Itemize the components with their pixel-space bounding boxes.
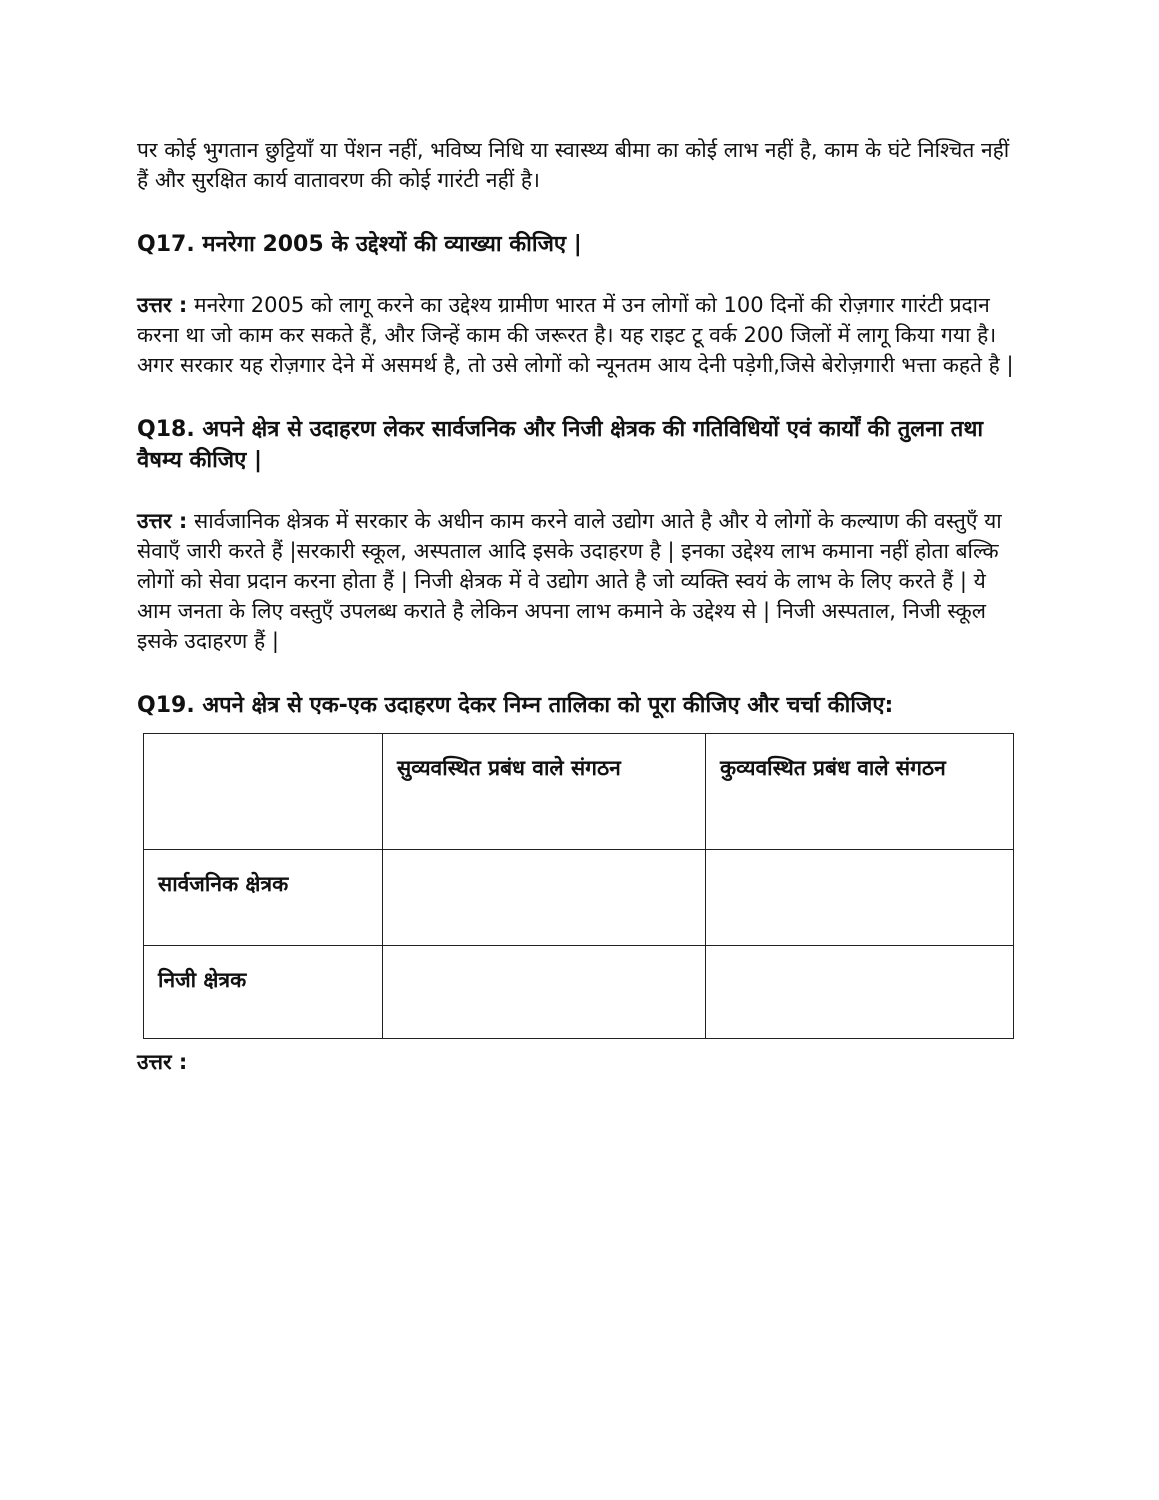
answer-label: उत्तर : (137, 293, 188, 317)
q18-answer-text: सार्वजानिक क्षेत्रक में सरकार के अधीन काम करने वाले उद्योग आते है और ये लोगों के कल्याण की वस्तुएँ या सेवाएँ जारी करते हैं |सरकारी स्कूल, अस्पताल आदि इसके उदाहरण है | इनका उद्देश्य लाभ कमाना नहीं होता बल्कि लोगों को सेवा प्रदान करना होता हैं | निजी क्षेत्रक में वे उद्योग आते है जो व्यक्ति स्वयं के लाभ के लिए करते हैं | ये आम जनता के लिए वस्तुएँ उपलब्ध कराते है लेकिन अपना लाभ कमाने के उद्देश्य से | निजी अस्पताल, निजी स्कूल इसके उदाहरण हैं | (137, 509, 1002, 653)
answer-label: उत्तर : (137, 509, 188, 533)
q18-answer (137, 506, 1022, 656)
table-cell (706, 946, 1014, 1039)
row-label-private-sector: निजी क्षेत्रक (144, 946, 383, 1039)
row-label-public-sector: सार्वजनिक क्षेत्रक (144, 850, 383, 946)
table-cell (706, 850, 1014, 946)
continuation-paragraph: पर कोई भुगतान छुट्टियाँ या पेंशन नहीं, भविष्य निधि या स्वास्थ्य बीमा का कोई लाभ नहीं है, काम के घंटे निश्चित नहीं हैं और सुरक्षित कार्य वातावरण की कोई गारंटी नहीं है। (137, 138, 1010, 192)
table-row (144, 850, 1014, 946)
q17-question: Q17. मनरेगा 2005 के उद्देश्यों की व्याख्या कीजिए | (137, 232, 582, 257)
q17-answer-text: मनरेगा 2005 को लागू करने का उद्देश्य ग्रामीण भारत में उन लोगों को 100 दिनों की रोज़गार गारंटी प्रदान करना था जो काम कर सकते हैं, और जिन्हें काम की जरूरत है। यह राइट टू वर्क 200 जिलों में लागू किया गया है। अगर सरकार यह रोज़गार देने में असमर्थ है, तो उसे लोगों को न्यूनतम आय देनी पड़ेगी,जिसे बेरोज़गारी भत्ता कहते है | (137, 293, 1014, 377)
table-header-row (144, 734, 1014, 850)
table-cell (383, 850, 706, 946)
table-header-poorly-managed: कुव्यवस्थित प्रबंध वाले संगठन (706, 734, 1014, 850)
table-row (144, 946, 1014, 1039)
q18-question: Q18. अपने क्षेत्र से उदाहरण लेकर सार्वजनिक और निजी क्षेत्रक की गतिविधियों एवं कार्यों की तुलना तथा वैषम्य कीजिए | (137, 417, 984, 473)
q19-table (143, 733, 1014, 1039)
table-header-well-managed: सुव्यवस्थित प्रबंध वाले संगठन (383, 734, 706, 850)
q19-question: Q19. अपने क्षेत्र से एक-एक उदाहरण देकर निम्न तालिका को पूरा कीजिए और चर्चा कीजिए: (137, 693, 894, 718)
document-page (137, 135, 1022, 1077)
table-cell (383, 946, 706, 1039)
q19-answer-label: उत्तर : (137, 1050, 188, 1074)
table-header-cell-empty (144, 734, 383, 850)
q17-answer (137, 290, 1022, 380)
